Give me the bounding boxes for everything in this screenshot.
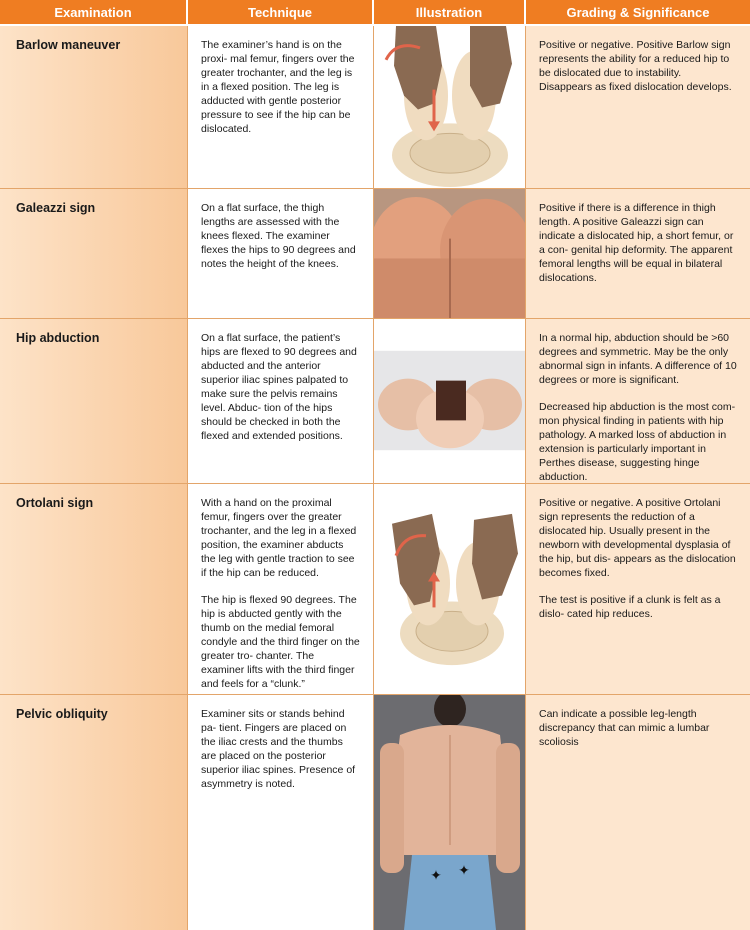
- grading-text: Can indicate a possible leg-length discrepancy that can mimic a lumbar scoliosis: [526, 695, 750, 930]
- examination-name: Barlow maneuver: [0, 26, 188, 188]
- infant-hips-hands-illustration: [374, 484, 526, 694]
- grading-text: In a normal hip, abduction should be >60 degrees and symmetric. May be the only abnormal sign in infants. A difference of 10 degrees or more is significant. Decreased hip abduction is the most com- mon physical finding in patients with hip pathology. A marked loss of abduction in extension is particularly important in Perthes disease, suggesting hinge abduction.: [526, 319, 750, 483]
- examination-name: Pelvic obliquity: [0, 695, 188, 930]
- infant-hips-hands-illustration: [374, 26, 526, 188]
- table-row: [0, 695, 750, 930]
- svg-text:✦: ✦: [430, 868, 442, 884]
- svg-text:✦: ✦: [458, 863, 470, 879]
- technique-text: Examiner sits or stands behind pa- tient. Fingers are placed on the iliac crests and the thumbs are placed on the posterior superior iliac spines. Presence of asymmetry is noted.: [188, 695, 374, 930]
- grading-text: Positive or negative. Positive Barlow sign represents the ability for a reduced hip to be dislocated due to instability. Disappears as fixed dislocation develops.: [526, 26, 750, 188]
- header-technique: Technique: [188, 0, 374, 24]
- table-row: [0, 26, 750, 189]
- grading-text: Positive or negative. A positive Ortolani sign represents the reduction of a dislocated hip. Usually present in the newborn with developmental dysplasia of the hip, but dis- appears as the dislocation becomes fixed. The test is positive if a clunk is felt as a dislo- cated hip reduces.: [526, 484, 750, 694]
- technique-text: The examiner’s hand is on the proxi- mal femur, fingers over the greater trochanter, and the leg is in a flexed position. The leg is adducted with gentle posterior pressure to see if the hip can be dislocated.: [188, 26, 374, 188]
- table-header: [0, 0, 750, 26]
- table-row: [0, 189, 750, 319]
- technique-text: On a flat surface, the thigh lengths are assessed with the knees flexed. The examiner flexes the hips to 90 degrees and notes the height of the knees.: [188, 189, 374, 318]
- back-view-photo: [374, 695, 526, 930]
- header-grading: Grading & Significance: [566, 4, 710, 20]
- header-illustration: Illustration: [374, 0, 526, 24]
- table-row: [0, 319, 750, 484]
- header-examination: Examination: [0, 0, 188, 24]
- knees-photo: [374, 189, 526, 318]
- technique-text: With a hand on the proximal femur, fingers over the greater trochanter, and the leg in a flexed position, the examiner abducts the leg with gentle traction to see if the hip can be reduced. The hip is flexed 90 degrees. The hip is abducted gently with the thumb on the medial femoral condyle and the third finger on the greater tro- chanter. The examiner lifts with the third finger and feels for a “clunk.”: [188, 484, 374, 694]
- examination-name: Ortolani sign: [0, 484, 188, 694]
- technique-text: On a flat surface, the patient’s hips are flexed to 90 degrees and abducted and the anterior superior iliac spines palpated to make sure the pelvis remains level. Abduc- tion of the hips should be checked in both the flexed and extended positions.: [188, 319, 374, 483]
- grading-text: Positive if there is a difference in thigh length. A positive Galeazzi sign can indicate a dislocated hip, a short femur, or a con- genital hip deformity. The apparent femoral lengths will be equal in bilateral dislocations.: [526, 189, 750, 318]
- examination-name: Galeazzi sign: [0, 189, 188, 318]
- examination-name: Hip abduction: [0, 319, 188, 483]
- table-row: [0, 484, 750, 695]
- infant-abduction-photo: [374, 319, 526, 483]
